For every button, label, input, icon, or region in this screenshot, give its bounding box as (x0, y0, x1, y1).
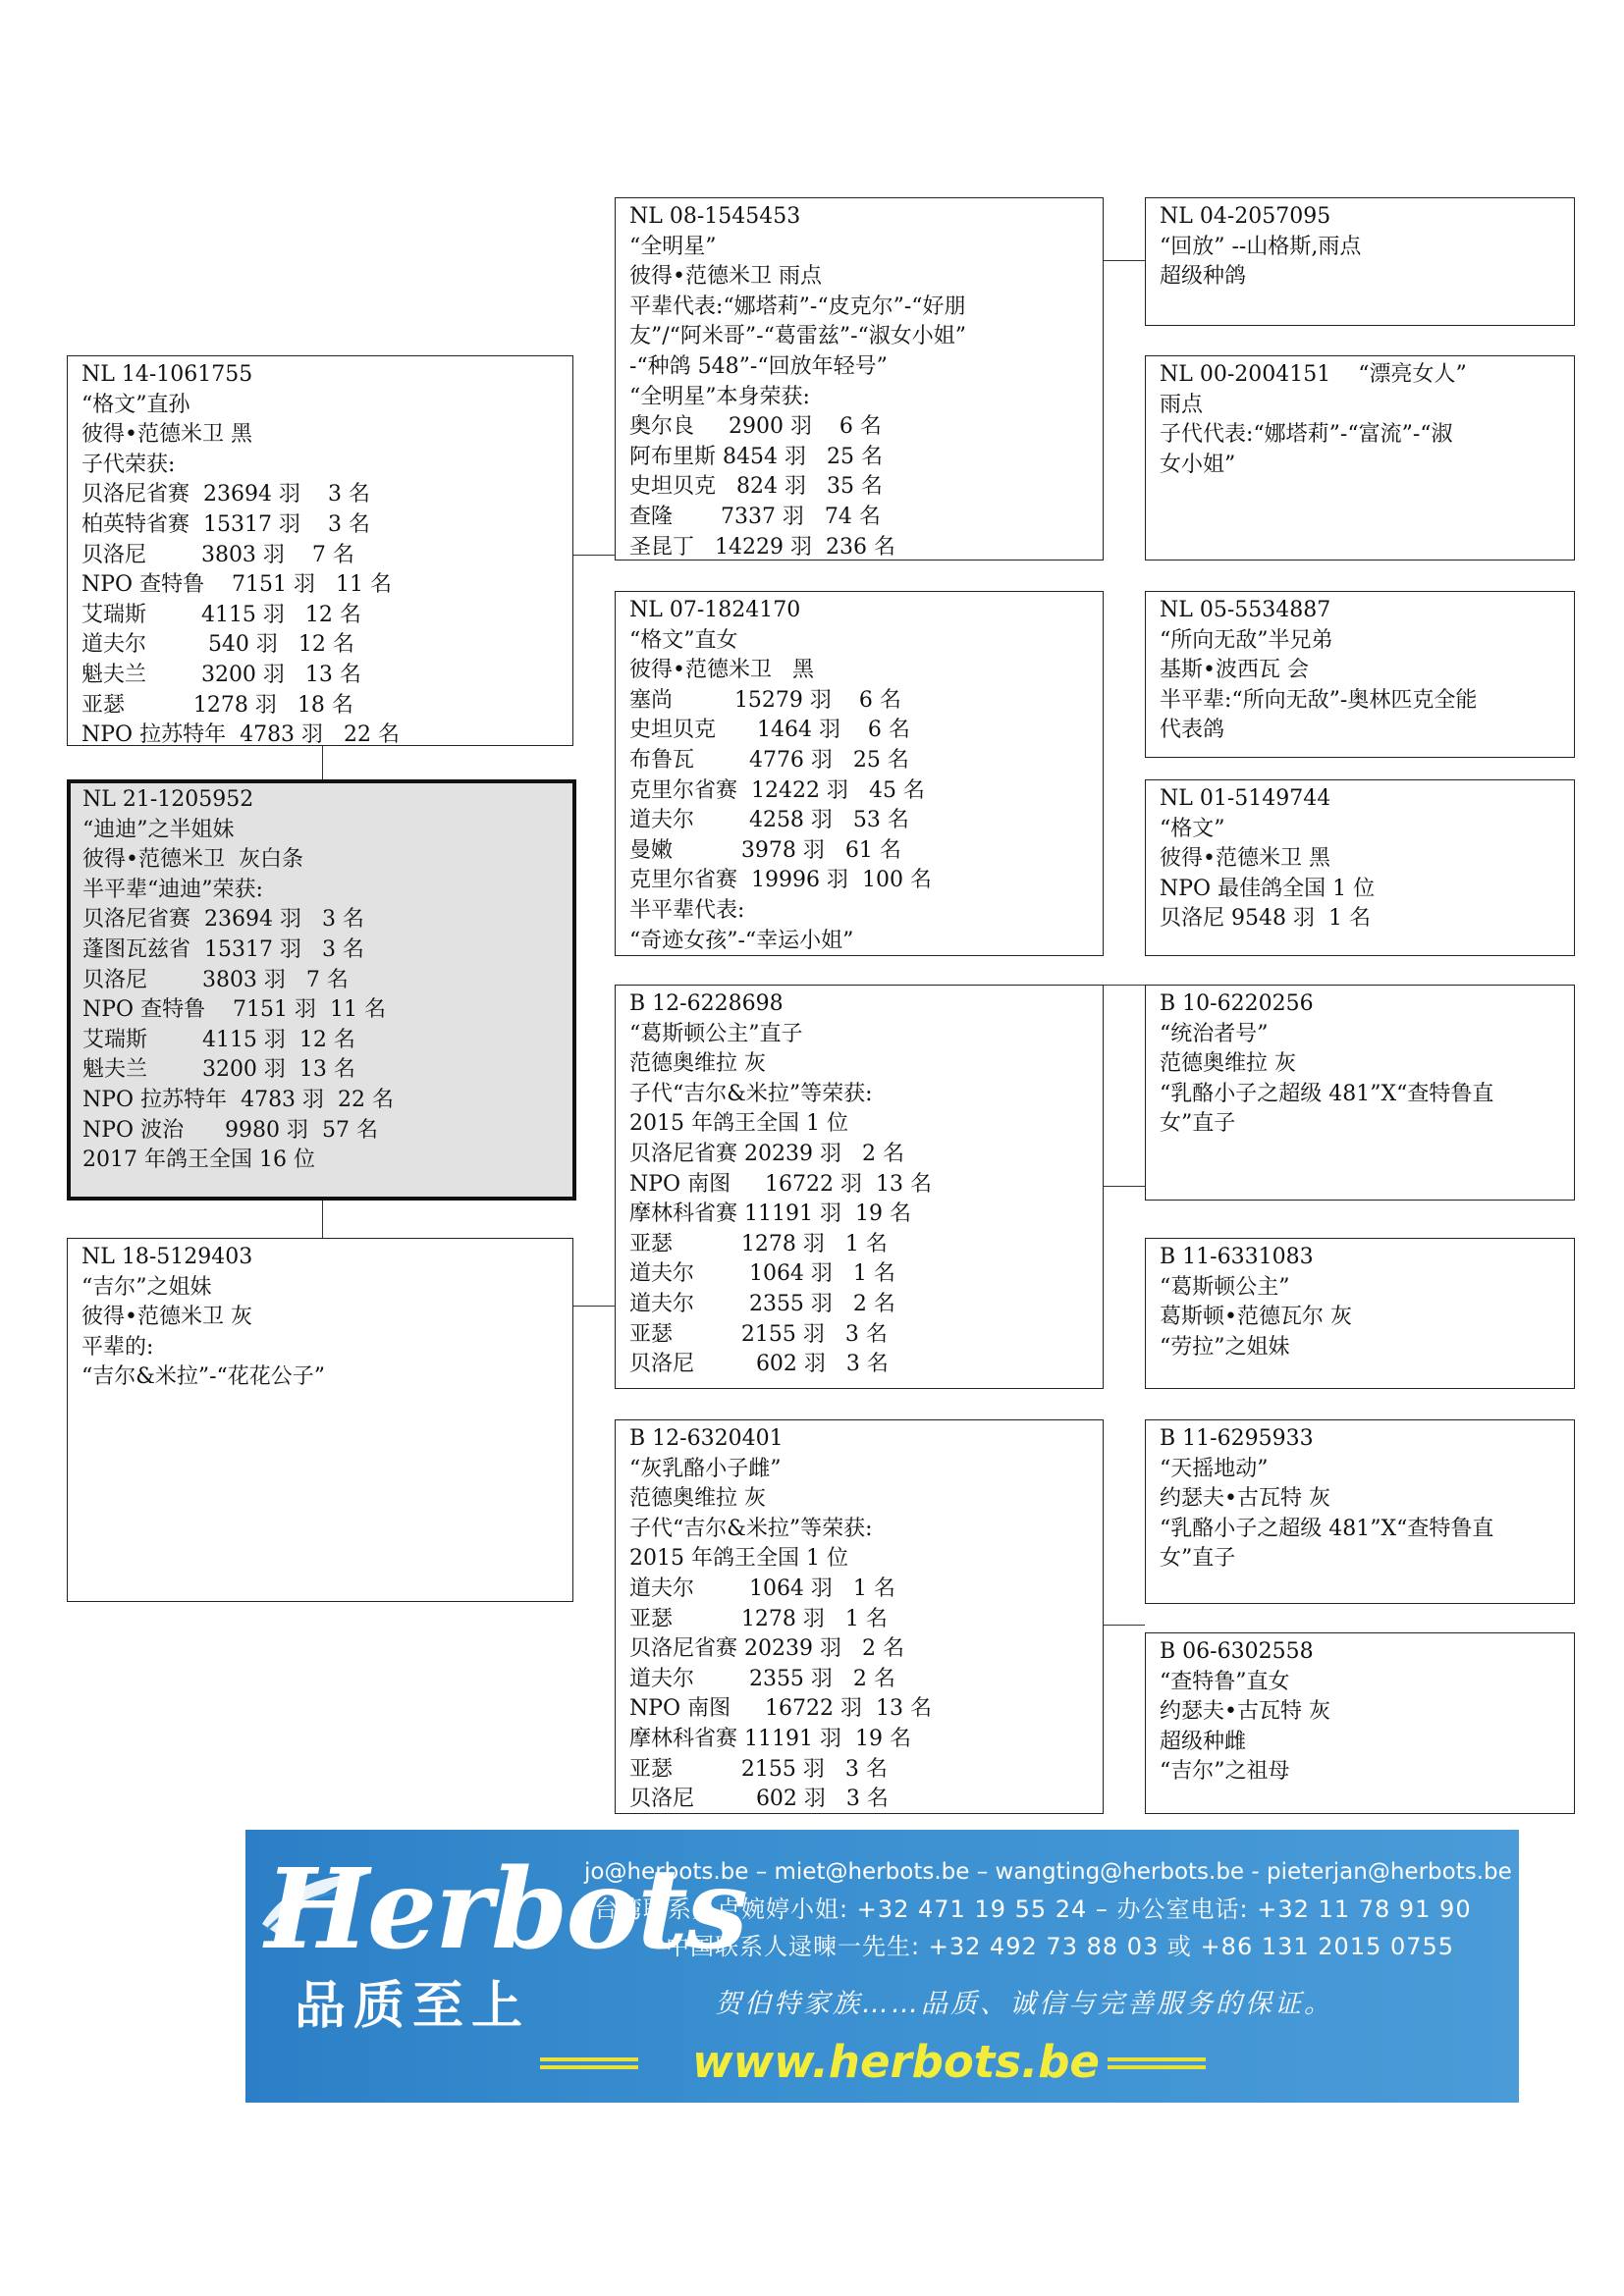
pedigree-line: NL 04-2057095 (1160, 204, 1331, 229)
pedigree-line: 史坦贝克 824 羽 35 名 (629, 474, 883, 500)
pedigree-line: 基斯•波西瓦 会 (1160, 658, 1309, 683)
pedigree-line: 子代代表:“娜塔莉”-“富流”-“淑 (1160, 422, 1453, 448)
pedigree-box-g4-3 (1145, 591, 1575, 758)
pedigree-line: 贝洛尼 3803 羽 7 名 (81, 542, 354, 567)
pedigree-line: 子代荣获: (81, 452, 176, 477)
pedigree-line: B 11-6295933 (1160, 1426, 1314, 1451)
pedigree-line: 葛斯顿•范德瓦尔 灰 (1160, 1305, 1352, 1330)
pedigree-line: 贝洛尼 3803 羽 7 名 (82, 967, 349, 992)
pedigree-line: NPO 最佳鸽全国 1 位 (1160, 876, 1376, 901)
decor-stripes-left (540, 2057, 638, 2073)
pedigree-line: “全明星”本身荣获: (629, 384, 810, 409)
pedigree-line: “统治者号” (1160, 1021, 1269, 1046)
pedigree-line: 贝洛尼 9548 羽 1 名 (1160, 906, 1371, 932)
pedigree-line: 艾瑞斯 4115 羽 12 名 (82, 1027, 355, 1052)
connector (322, 1201, 323, 1238)
pedigree-line: 贝洛尼省赛 23694 羽 3 名 (81, 482, 370, 507)
connector (573, 555, 615, 556)
pedigree-line: 塞尚 15279 羽 6 名 (629, 687, 901, 713)
pedigree-line: 范德奥维拉 灰 (1160, 1051, 1296, 1077)
pedigree-line: 半平辈“迪迪”荣获: (82, 877, 263, 902)
pedigree-line: 2015 年鸽王全国 1 位 (629, 1546, 848, 1572)
pedigree-box-g3-4 (615, 1419, 1104, 1814)
website-link[interactable]: www.herbots.be (692, 2036, 1100, 2088)
pedigree-line: 亚瑟 2155 羽 3 名 (629, 1756, 888, 1782)
pedigree-line: NPO 拉苏特年 4783 羽 22 名 (81, 722, 401, 746)
pedigree-line: 平辈代表:“娜塔莉”-“皮克尔”-“好朋 (629, 294, 966, 319)
pedigree-line: 摩林科省赛 11191 羽 19 名 (629, 1726, 911, 1751)
pedigree-box-dam (67, 1238, 573, 1602)
pedigree-line: 范德奥维拉 灰 (629, 1486, 766, 1512)
pedigree-line: 柏英特省赛 15317 羽 3 名 (81, 511, 370, 537)
pedigree-line: 半平辈代表: (629, 897, 745, 923)
pedigree-line: NL 07-1824170 (629, 598, 801, 622)
china-contact: 中国联系人逯暕一先生: +32 492 73 88 03 或 +86 131 2015 0755 (666, 1933, 1455, 1960)
pedigree-line: 友”/“阿米哥”-“葛雷兹”-“淑女小姐” (629, 324, 967, 349)
pedigree-line: 曼嫩 3978 羽 61 名 (629, 837, 901, 863)
pedigree-line: NPO 拉苏特年 4783 羽 22 名 (82, 1087, 395, 1112)
decor-stripes-right (1108, 2057, 1206, 2073)
pedigree-line: “查特鲁”直女 (1160, 1669, 1290, 1694)
pedigree-line: 阿布里斯 8454 羽 25 名 (629, 444, 883, 469)
connector (1104, 1625, 1145, 1626)
pedigree-line: NPO 查特鲁 7151 羽 11 名 (82, 997, 387, 1023)
pedigree-line: “格文” (1160, 816, 1225, 841)
pedigree-line: “吉尔&米拉”-“花花公子” (81, 1364, 326, 1390)
connector (573, 1306, 615, 1307)
pedigree-line: “吉尔”之姐妹 (81, 1274, 212, 1300)
pedigree-line: 彼得•范德米卫 雨点 (629, 264, 822, 290)
pedigree-line: NL 01-5149744 (1160, 786, 1331, 811)
connector (1104, 260, 1145, 261)
slogan: 品质至上 (295, 1977, 531, 2036)
pedigree-line: “所向无敌”半兄弟 (1160, 627, 1333, 653)
pedigree-line: “乳酪小子之超级 481”X“查特鲁直 (1160, 1516, 1494, 1541)
pedigree-box-g3-2 (615, 591, 1104, 956)
pedigree-line: 史坦贝克 1464 羽 6 名 (629, 718, 910, 743)
pedigree-box-g4-4 (1145, 779, 1575, 956)
pedigree-line: 彼得•范德米卫 灰 (81, 1305, 252, 1330)
pedigree-box-g4-6 (1145, 1238, 1575, 1389)
pedigree-line: 约瑟夫•古瓦特 灰 (1160, 1486, 1330, 1512)
pedigree-line: 亚瑟 2155 羽 3 名 (629, 1321, 888, 1347)
pedigree-line: 范德奥维拉 灰 (629, 1051, 766, 1077)
pedigree-line: 亚瑟 1278 羽 1 名 (629, 1606, 888, 1631)
pedigree-line: 子代“吉尔&米拉”等荣获: (629, 1081, 873, 1106)
pedigree-line: “奇迹女孩”-“幸运小姐” (629, 928, 854, 953)
pedigree-line: 克里尔省赛 12422 羽 45 名 (629, 777, 925, 803)
pedigree-box-g3-3 (615, 985, 1104, 1389)
pedigree-line: “格文”直孙 (81, 392, 190, 417)
pedigree-line: NPO 南图 16722 羽 13 名 (629, 1696, 933, 1722)
pedigree-line: 亚瑟 1278 羽 1 名 (629, 1231, 888, 1256)
pedigree-box-g3-1 (615, 197, 1104, 561)
pedigree-line: -“种鸽 548”-“回放年轻号” (629, 353, 888, 379)
pedigree-line: 2015 年鸽王全国 1 位 (629, 1111, 848, 1137)
pedigree-line: “全明星” (629, 234, 717, 259)
pedigree-line: NL 05-5534887 (1160, 598, 1331, 622)
pedigree-line: B 06-6302558 (1160, 1639, 1314, 1664)
pedigree-line: 道夫尔 4258 羽 53 名 (629, 808, 909, 833)
pedigree-line: 约瑟夫•古瓦特 灰 (1160, 1699, 1330, 1725)
pedigree-line: 女”直子 (1160, 1111, 1236, 1137)
pedigree-line: 道夫尔 2355 羽 2 名 (629, 1291, 895, 1316)
pedigree-line: 道夫尔 1064 羽 1 名 (629, 1575, 895, 1601)
pedigree-line: “灰乳酪小子雌” (629, 1456, 782, 1481)
pedigree-line: 贝洛尼省赛 23694 羽 3 名 (82, 907, 364, 933)
pedigree-line: 半平辈:“所向无敌”-奥林匹克全能 (1160, 687, 1478, 713)
pedigree-box-g4-5 (1145, 985, 1575, 1201)
pedigree-line: B 11-6331083 (1160, 1245, 1314, 1269)
pedigree-line: “劳拉”之姐妹 (1160, 1334, 1290, 1360)
connector (322, 746, 323, 779)
taiwan-contact: 台湾联系人卢婉婷小姐: +32 471 19 55 24 – 办公室电话: +32 11 78 91 90 (594, 1896, 1472, 1923)
pedigree-line: 道夫尔 1064 羽 1 名 (629, 1261, 895, 1287)
pedigree-line: 女”直子 (1160, 1546, 1236, 1572)
pedigree-line: 布鲁瓦 4776 羽 25 名 (629, 747, 909, 773)
pedigree-line: 2017 年鸽王全国 16 位 (82, 1148, 315, 1173)
email-contacts[interactable]: jo@herbots.be – miet@herbots.be – wangting@herbots.be - pieterjan@herbots.be (584, 1859, 1512, 1885)
pedigree-line: 贝洛尼省赛 20239 羽 2 名 (629, 1636, 904, 1662)
pedigree-box-g4-7 (1145, 1419, 1575, 1604)
pedigree-line: NL 00-2004151 “漂亮女人” (1160, 362, 1467, 387)
pedigree-line: NL 18-5129403 (81, 1245, 253, 1269)
pedigree-line: 代表鸽 (1160, 718, 1225, 743)
pedigree-line: NPO 南图 16722 羽 13 名 (629, 1171, 933, 1197)
pedigree-line: 超级种雌 (1160, 1729, 1247, 1754)
pedigree-line: 道夫尔 540 羽 12 名 (81, 632, 354, 658)
pedigree-line: “葛斯顿公主” (1160, 1274, 1290, 1300)
pedigree-line: 道夫尔 2355 羽 2 名 (629, 1666, 895, 1691)
pedigree-box-g4-2 (1145, 355, 1575, 561)
herbots-banner (245, 1830, 1519, 2103)
pedigree-line: “迪迪”之半姐妹 (82, 817, 235, 842)
pedigree-line: 超级种鸽 (1160, 264, 1247, 290)
pedigree-line: “格文”直女 (629, 627, 738, 653)
pedigree-line: B 12-6228698 (629, 991, 784, 1016)
pedigree-line: 贝洛尼省赛 20239 羽 2 名 (629, 1141, 904, 1166)
pedigree-line: 查隆 7337 羽 74 名 (629, 504, 881, 529)
pedigree-line: 彼得•范德米卫 黑 (629, 658, 814, 683)
pedigree-line: 彼得•范德米卫 黑 (1160, 846, 1330, 872)
pedigree-line: NPO 查特鲁 7151 羽 11 名 (81, 572, 393, 598)
pedigree-line: 彼得•范德米卫 灰白条 (82, 847, 303, 873)
pedigree-line: 摩林科省赛 11191 羽 19 名 (629, 1201, 911, 1227)
pedigree-box-sire (67, 355, 573, 746)
pedigree-line: 魁夫兰 3200 羽 13 名 (81, 662, 361, 687)
pedigree-line: 亚瑟 1278 羽 18 名 (81, 692, 353, 718)
pedigree-line: NPO 波治 9980 羽 57 名 (82, 1117, 378, 1143)
connector (1104, 985, 1145, 986)
pedigree-line: 艾瑞斯 4115 羽 12 名 (81, 602, 361, 627)
pedigree-line: 魁夫兰 3200 羽 13 名 (82, 1057, 355, 1083)
pedigree-line: NL 08-1545453 (629, 204, 801, 229)
herbots-logo: Herbots (265, 1845, 746, 1974)
pedigree-line: 彼得•范德米卫 黑 (81, 422, 252, 448)
pedigree-box-g4-8 (1145, 1632, 1575, 1814)
pedigree-line: NL 21-1205952 (82, 787, 254, 812)
pedigree-line: B 12-6320401 (629, 1426, 784, 1451)
pedigree-line: 女小姐” (1160, 452, 1236, 477)
pedigree-line: 蓬图瓦兹省 15317 羽 3 名 (82, 936, 364, 962)
pedigree-line: “葛斯顿公主”直子 (629, 1021, 803, 1046)
pedigree-line: 奥尔良 2900 羽 6 名 (629, 414, 882, 440)
pedigree-line: “吉尔”之祖母 (1160, 1759, 1290, 1785)
pedigree-line: 雨点 (1160, 392, 1204, 417)
pedigree-line: 贝洛尼 602 羽 3 名 (629, 1787, 889, 1812)
pedigree-line: 克里尔省赛 19996 羽 100 名 (629, 868, 932, 893)
pedigree-box-subject (67, 779, 576, 1201)
pedigree-line: 贝洛尼 602 羽 3 名 (629, 1352, 889, 1377)
pedigree-line: B 10-6220256 (1160, 991, 1314, 1016)
pedigree-line: 平辈的: (81, 1334, 154, 1360)
pedigree-line: 圣昆丁 14229 羽 236 名 (629, 534, 895, 560)
pedigree-box-g4-1 (1145, 197, 1575, 326)
pedigree-line: “乳酪小子之超级 481”X“查特鲁直 (1160, 1081, 1494, 1106)
pedigree-line: “天摇地动” (1160, 1456, 1269, 1481)
pedigree-line: 子代“吉尔&米拉”等荣获: (629, 1516, 873, 1541)
motto: 贺伯特家族……品质、诚信与完善服务的保证。 (715, 1989, 1333, 2019)
pedigree-line: “回放” --山格斯,雨点 (1160, 234, 1362, 259)
connector (1104, 1186, 1145, 1187)
pedigree-line: NL 14-1061755 (81, 362, 253, 387)
